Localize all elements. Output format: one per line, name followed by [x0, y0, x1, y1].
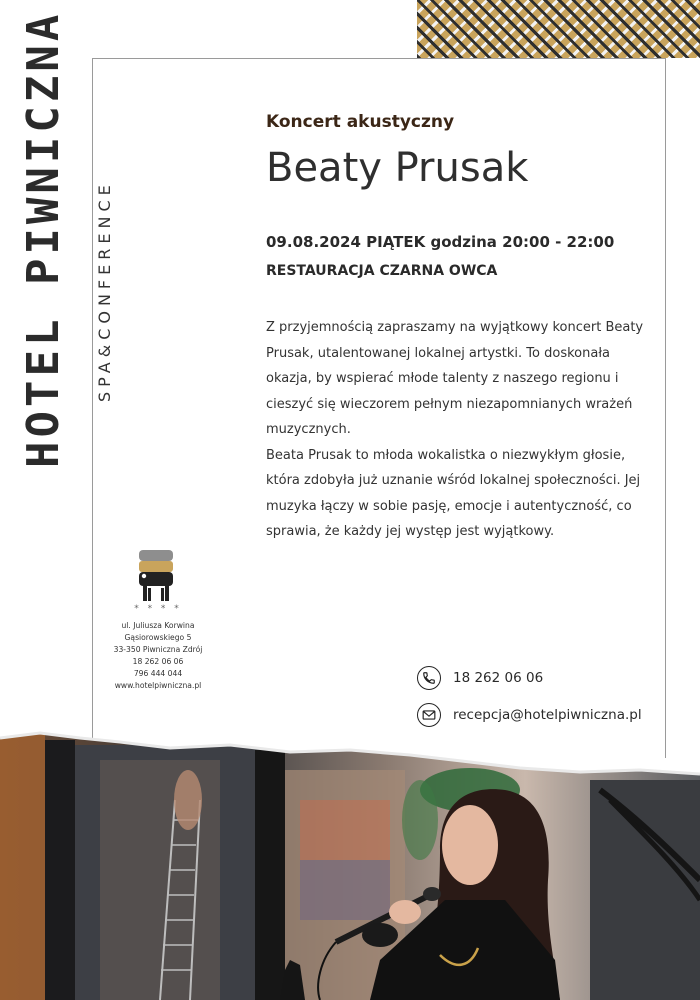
description-paragraph: Z przyjemnością zapraszamy na wyjątkowy koncert Beaty Prusak, utalentowanej lokalnej artystki. To doskonała okazja, by wspierać młode talenty z naszego regionu i cieszyć się wieczorem pełnym niezapomnianych wrażeń muzycznych.	[266, 320, 644, 437]
event-title: Beaty Prusak	[266, 145, 529, 191]
contact-email-address[interactable]: recepcja@hotelpiwniczna.pl	[453, 707, 642, 723]
address-phone: 18 262 06 06	[132, 657, 184, 666]
contact-phone-number[interactable]: 18 262 06 06	[453, 670, 544, 686]
address-line: ul. Juliusza Korwina	[121, 621, 195, 630]
address-website: www.hotelpiwniczna.pl	[114, 681, 202, 690]
event-subtitle: Koncert akustyczny	[266, 112, 455, 132]
hotel-stars: * * * *	[134, 604, 182, 614]
address-line: 33-350 Piwniczna Zdrój	[113, 645, 203, 654]
address-mobile: 796 444 044	[133, 669, 183, 678]
hotel-name: HOTEL PIWNICZNA	[18, 10, 69, 468]
description-paragraph: Beata Prusak to młoda wokalistka o niezwykłym głosie, która zdobyła już uznanie wśród lokalnej społeczności. Jej muzyka łączy w sobie pasję, emocje i autentyczność, co sprawia, że każdy jej występ jest wyjątkowy.	[266, 447, 641, 539]
event-venue: RESTAURACJA CZARNA OWCA	[266, 263, 498, 279]
address-line: Gąsiorowskiego 5	[124, 633, 192, 642]
event-date-time: 09.08.2024 PIĄTEK godzina 20:00 - 22:00	[266, 233, 615, 251]
hotel-tagline: SPA&CONFERENCE	[95, 180, 114, 402]
